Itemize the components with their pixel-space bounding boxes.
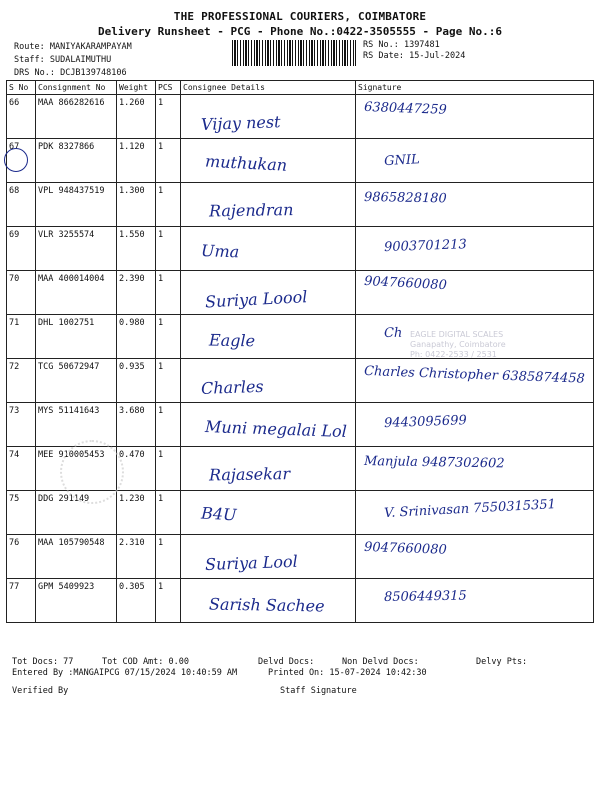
route-label: Route: (14, 42, 45, 52)
row-sno: 76 (7, 535, 36, 579)
row-consignee-details (181, 359, 356, 403)
table-row (7, 579, 594, 623)
row-signature (356, 359, 594, 403)
table-row (7, 535, 594, 579)
row-pcs: 1 (156, 227, 181, 271)
delvd-docs: Delvd Docs: (258, 657, 315, 667)
hand-drawn-circle (4, 148, 28, 172)
row-signature (356, 95, 594, 139)
faded-seal-mark (60, 440, 124, 504)
handwritten-consignee-name: Rajendran (208, 200, 294, 221)
col-sno: S No (7, 81, 36, 95)
handwritten-signature: 9003701213 (383, 237, 468, 256)
row-pcs: 1 (156, 579, 181, 623)
handwritten-consignee-name: muthukan (204, 151, 288, 175)
tot-cod: Tot COD Amt: 0.00 (102, 657, 189, 667)
handwritten-signature: 9865828180 (363, 189, 447, 207)
drs-line (14, 68, 127, 78)
rs-date-value: 15-Jul-2024 (409, 51, 466, 61)
row-signature (356, 579, 594, 623)
row-signature (356, 139, 594, 183)
row-signature (356, 271, 594, 315)
handwritten-signature: 8506449315 (383, 588, 467, 606)
handwritten-consignee-name: Charles (200, 376, 264, 398)
table-row (7, 359, 594, 403)
row-weight: 2.390 (117, 271, 156, 315)
row-pcs: 1 (156, 359, 181, 403)
row-weight: 1.230 (117, 491, 156, 535)
handwritten-consignee-name: Rajasekar (208, 464, 291, 485)
handwritten-signature: Ch (383, 325, 403, 342)
row-consignee-details (181, 271, 356, 315)
handwritten-consignee-name: B4U (200, 503, 237, 525)
row-consignee-details (181, 403, 356, 447)
row-weight: 1.120 (117, 139, 156, 183)
row-weight: 2.310 (117, 535, 156, 579)
row-consignment-no: MAA 866282616 (36, 95, 117, 139)
handwritten-signature: 6380447259 (363, 99, 448, 118)
handwritten-consignee-name: Muni megalai Lol (204, 417, 348, 441)
row-pcs: 1 (156, 403, 181, 447)
row-sno: 70 (7, 271, 36, 315)
row-consignment-no: MAA 105790548 (36, 535, 117, 579)
route-line (14, 42, 132, 52)
table-row (7, 271, 594, 315)
row-weight: 1.300 (117, 183, 156, 227)
barcode-image (232, 40, 356, 66)
row-signature (356, 535, 594, 579)
handwritten-consignee-name: Sarish Sachee (208, 594, 325, 616)
row-signature (356, 491, 594, 535)
staff-value: SUDALAIMUTHU (49, 55, 112, 65)
row-consignment-no: DDG 291149 (36, 491, 117, 535)
row-consignee-details (181, 535, 356, 579)
delvy-pts: Delvy Pts: (476, 657, 528, 667)
row-sno: 67 (7, 139, 36, 183)
row-pcs: 1 (156, 183, 181, 227)
row-consignee-details (181, 447, 356, 491)
row-signature (356, 403, 594, 447)
handwritten-consignee-name: Suriya Lool (204, 551, 299, 574)
stamp-line: Ganapathy, Coimbatore (410, 340, 506, 349)
row-signature (356, 183, 594, 227)
handwritten-signature: 9443095699 (383, 413, 468, 432)
handwritten-signature: GNIL (383, 152, 421, 170)
row-signature (356, 227, 594, 271)
row-consignee-details (181, 579, 356, 623)
handwritten-consignee-name: Vijay nest (200, 112, 281, 134)
printed-on: Printed On: 15-07-2024 10:42:30 (268, 668, 427, 678)
row-pcs: 1 (156, 271, 181, 315)
row-consignment-no: MYS 51141643 (36, 403, 117, 447)
col-consignee: Consignee Details (181, 81, 356, 95)
stamp-line: Ph: 0422-2533 / 2531 (410, 350, 497, 359)
col-weight: Weight (117, 81, 156, 95)
row-pcs: 1 (156, 491, 181, 535)
verified-by: Verified By (12, 686, 69, 696)
handwritten-signature: 9047660080 (363, 273, 448, 294)
row-sno: 66 (7, 95, 36, 139)
row-consignment-no: MAA 400014004 (36, 271, 117, 315)
rs-no-label: RS No.: (363, 40, 399, 50)
non-delvd-docs: Non Delvd Docs: (342, 657, 419, 667)
col-pcs: PCS (156, 81, 181, 95)
row-consignment-no: VPL 948437519 (36, 183, 117, 227)
handwritten-consignee-name: Eagle (208, 330, 256, 351)
rs-no-value: 1397481 (403, 40, 440, 50)
runsheet-subtitle: Delivery Runsheet - PCG - Phone No.:0422-3505555 - Page No.:6 (98, 25, 502, 38)
row-sno: 75 (7, 491, 36, 535)
row-consignment-no: PDK 8327866 (36, 139, 117, 183)
col-consignment: Consignment No (36, 81, 117, 95)
row-signature (356, 447, 594, 491)
row-consignee-details (181, 227, 356, 271)
handwritten-signature: Manjula 9487302602 (363, 453, 505, 472)
row-consignee-details (181, 139, 356, 183)
rubber-stamp (410, 330, 590, 360)
row-sno: 68 (7, 183, 36, 227)
handwritten-signature: 9047660080 (363, 539, 448, 558)
row-weight: 3.680 (117, 403, 156, 447)
rs-no-line (363, 40, 440, 50)
row-consignment-no: DHL 1002751 (36, 315, 117, 359)
row-consignment-no: MEE 910005453 (36, 447, 117, 491)
col-signature: Signature (356, 81, 594, 95)
company-title: THE PROFESSIONAL COURIERS, COIMBATORE (173, 10, 427, 23)
table-header-row (7, 81, 594, 95)
row-consignment-no: TCG 50672947 (36, 359, 117, 403)
row-weight: 1.260 (117, 95, 156, 139)
route-value: MANIYAKARAMPAYAM (49, 42, 132, 52)
row-sno: 71 (7, 315, 36, 359)
row-consignee-details (181, 95, 356, 139)
entered-by: Entered By :MANGAIPCG 07/15/2024 10:40:59 AM (12, 668, 238, 678)
handwritten-consignee-name: Uma (200, 241, 240, 262)
row-consignment-no: GPM 5409923 (36, 579, 117, 623)
rs-date-label: RS Date: (363, 51, 404, 61)
rs-date-line (363, 51, 465, 61)
row-sno: 69 (7, 227, 36, 271)
row-consignee-details (181, 491, 356, 535)
row-pcs: 1 (156, 139, 181, 183)
row-weight: 0.470 (117, 447, 156, 491)
stamp-line: EAGLE DIGITAL SCALES (410, 330, 504, 339)
row-weight: 0.980 (117, 315, 156, 359)
table-row (7, 139, 594, 183)
row-weight: 0.305 (117, 579, 156, 623)
row-pcs: 1 (156, 447, 181, 491)
row-weight: 0.935 (117, 359, 156, 403)
handwritten-signature: V. Srinivasan 7550315351 (383, 497, 557, 522)
table-row (7, 227, 594, 271)
handwritten-signature: Charles Christopher 6385874458 (363, 363, 585, 387)
row-consignment-no: VLR 3255574 (36, 227, 117, 271)
row-consignee-details (181, 183, 356, 227)
row-pcs: 1 (156, 95, 181, 139)
row-sno: 77 (7, 579, 36, 623)
staff-line (14, 55, 111, 65)
row-consignee-details (181, 315, 356, 359)
row-pcs: 1 (156, 535, 181, 579)
row-pcs: 1 (156, 315, 181, 359)
staff-label: Staff: (14, 55, 45, 65)
staff-signature: Staff Signature (280, 686, 357, 696)
drs-value: DCJB139748106 (60, 68, 127, 78)
handwritten-consignee-name: Suriya Loool (204, 287, 308, 312)
row-sno: 73 (7, 403, 36, 447)
table-row (7, 183, 594, 227)
row-weight: 1.550 (117, 227, 156, 271)
row-sno: 72 (7, 359, 36, 403)
table-row (7, 95, 594, 139)
drs-label: DRS No.: (14, 68, 55, 78)
row-sno: 74 (7, 447, 36, 491)
tot-docs: Tot Docs: 77 (12, 657, 74, 667)
